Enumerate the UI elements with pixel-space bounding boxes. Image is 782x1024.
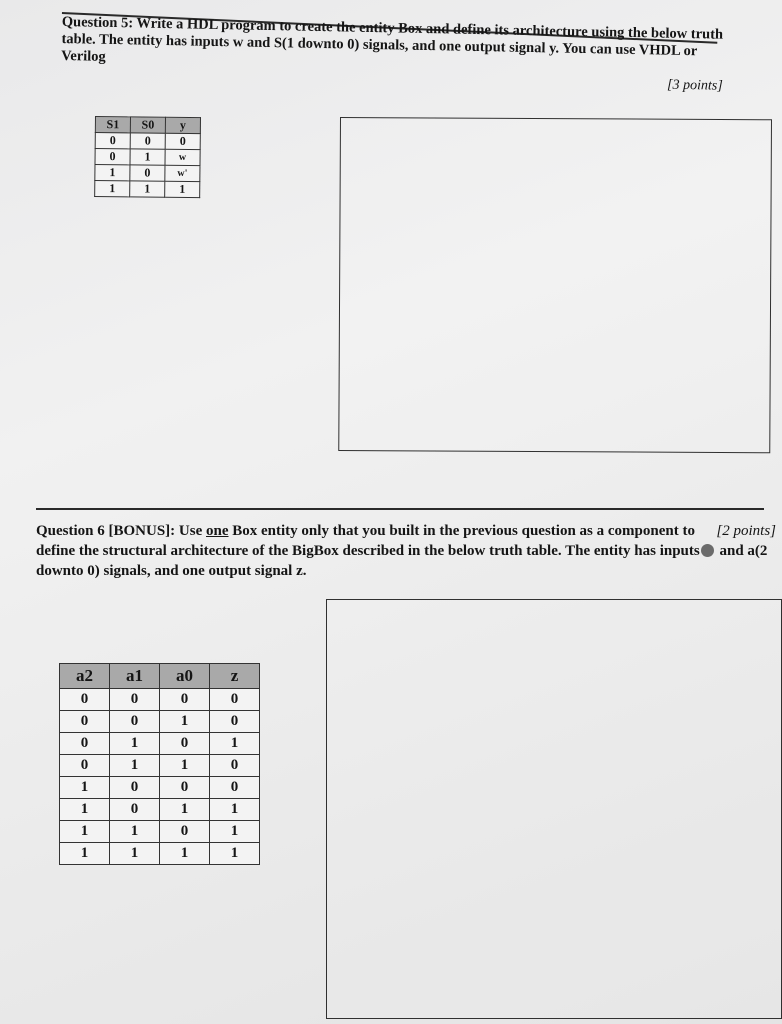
question-6-text-underlined: one (206, 523, 229, 539)
table-cell: 1 (160, 711, 210, 733)
table-cell: 1 (60, 799, 110, 821)
question-6-truth-table (59, 663, 260, 865)
table-cell: w (165, 149, 200, 165)
table-cell: 0 (60, 733, 110, 755)
header-s0: S0 (130, 117, 165, 133)
table-cell: 1 (110, 821, 160, 843)
table-cell: 1 (210, 821, 260, 843)
table-cell: 1 (165, 181, 200, 197)
table-row (95, 181, 200, 198)
question-6-block (36, 521, 776, 581)
table-cell: 0 (60, 755, 110, 777)
table-row (95, 165, 200, 182)
ink-blot (701, 544, 714, 557)
question-6-text-a: Question 6 [BONUS]: Use (36, 523, 207, 539)
table-cell: 0 (95, 149, 130, 165)
table-row (60, 777, 260, 799)
table-cell: 0 (130, 165, 165, 181)
table-row (60, 711, 260, 733)
table-cell: 0 (110, 799, 160, 821)
header-s1: S1 (95, 117, 130, 133)
table-row (95, 149, 200, 166)
table-cell: 1 (160, 843, 210, 865)
table-cell: 1 (160, 799, 210, 821)
table-cell: 0 (95, 133, 130, 149)
header-a0: a0 (160, 664, 210, 689)
table-cell: 0 (110, 777, 160, 799)
answer-box-question-6[interactable] (326, 599, 782, 1019)
table-cell: 0 (210, 777, 260, 799)
table-row (60, 733, 260, 755)
table-cell: 0 (210, 755, 260, 777)
table-cell: 1 (210, 799, 260, 821)
header-a2: a2 (60, 664, 110, 689)
table-row (60, 799, 260, 821)
table-cell: 0 (160, 777, 210, 799)
table-cell: 0 (110, 689, 160, 711)
table-cell: 1 (210, 843, 260, 865)
table-cell: 0 (160, 733, 210, 755)
table-cell: 1 (60, 821, 110, 843)
table-cell: 0 (210, 711, 260, 733)
table-cell: 0 (160, 821, 210, 843)
table-cell: 1 (60, 843, 110, 865)
table-row (60, 755, 260, 777)
table-cell: 0 (160, 689, 210, 711)
table-cell: w' (165, 165, 200, 181)
table-cell: 1 (130, 181, 165, 197)
table-cell: 0 (60, 711, 110, 733)
table-cell: 1 (60, 777, 110, 799)
table-cell: 1 (130, 149, 165, 165)
question-6-points: [2 points] (716, 523, 776, 539)
middle-rule (36, 508, 764, 510)
table-row (60, 843, 260, 865)
table-cell: 1 (95, 165, 130, 181)
question-5-points: [3 points] (666, 77, 723, 94)
table-row (60, 689, 260, 711)
table-row (95, 133, 200, 150)
header-a1: a1 (110, 664, 160, 689)
question-5-block (61, 14, 730, 95)
table-cell: 1 (110, 843, 160, 865)
header-z: z (210, 664, 260, 689)
table-header-row (60, 664, 260, 689)
table-cell: 1 (210, 733, 260, 755)
question-5-text: Question 5: Write a HDL program to create the entity Box and define its architecture using the below truth table. The entity has inputs w and S(1 downto 0) signals, and one output signal y. You can use VHDL or Verilog (61, 14, 724, 65)
question-5-truth-table (94, 116, 201, 198)
answer-box-question-5[interactable] (338, 117, 772, 453)
table-cell: 0 (60, 689, 110, 711)
question-6-text-c: and a(2 downto 0) signals, and one output signal z. (36, 543, 768, 579)
table-cell: 0 (210, 689, 260, 711)
table-cell: 1 (110, 733, 160, 755)
table-cell: 0 (165, 133, 200, 149)
table-cell: 0 (110, 711, 160, 733)
table-row (60, 821, 260, 843)
table-cell: 1 (110, 755, 160, 777)
table-cell: 1 (160, 755, 210, 777)
table-cell: 0 (130, 133, 165, 149)
question-6-text-b: Box entity only that you built in the previous question as a component to define the structural architecture of the BigBox described in the below truth table. The entity has inputs (36, 523, 700, 559)
table-cell: 1 (95, 181, 130, 197)
header-y: y (165, 117, 200, 133)
table-header-row (95, 117, 200, 134)
